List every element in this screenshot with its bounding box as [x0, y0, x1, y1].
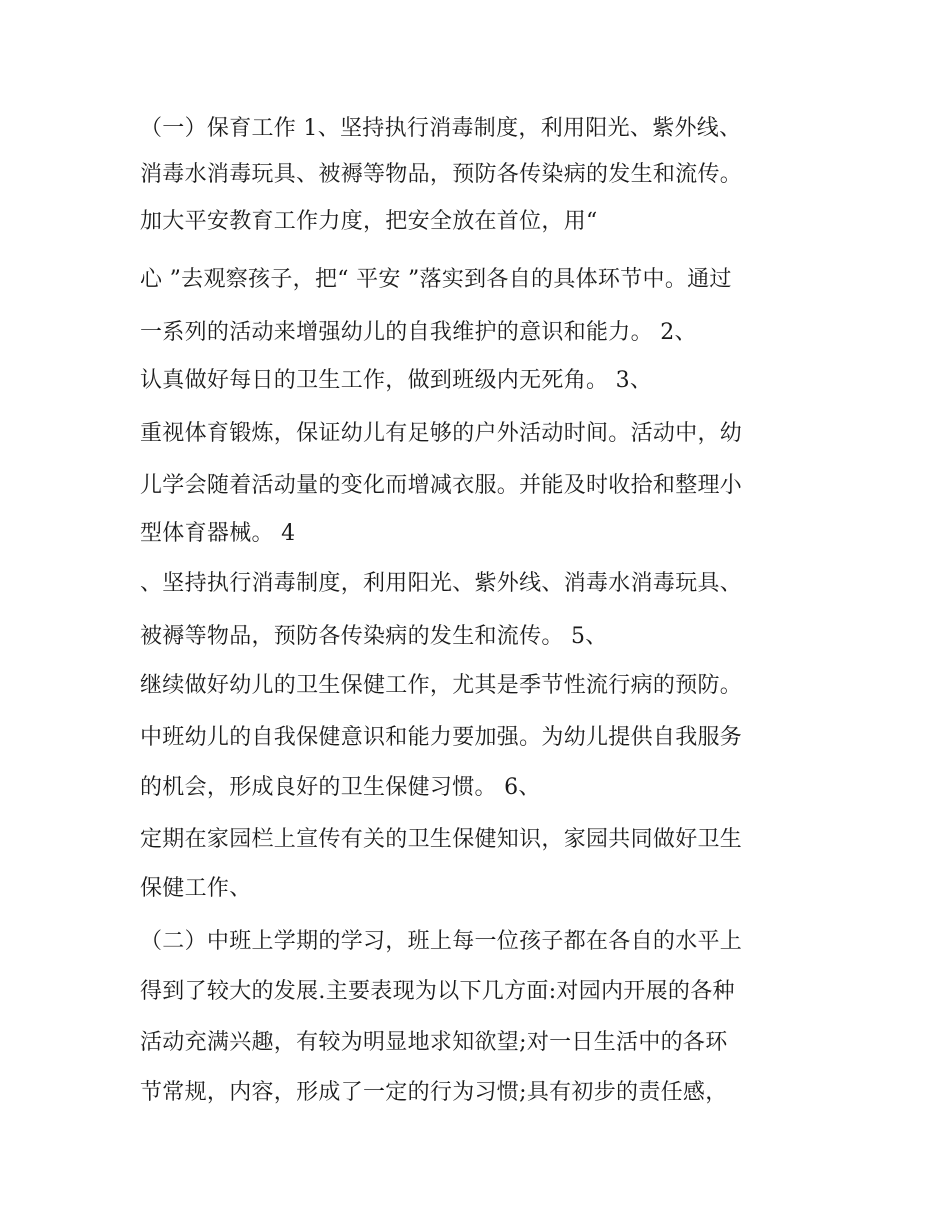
text-line: 认真做好每日的卫生工作，做到班级内无死角。 3、: [140, 368, 653, 393]
text-line: 消毒水消毒玩具、被褥等物品，预防各传染病的发生和流传。: [140, 162, 743, 187]
text-line: 继续做好幼儿的卫生保健工作，尤其是季节性流行病的预防。: [140, 673, 743, 698]
text-line: （一）保育工作 1、坚持执行消毒制度，利用阳光、紫外线、: [140, 116, 742, 141]
text-line: 保健工作、: [140, 876, 252, 901]
text-line: 活动充满兴趣，有较为明显地求知欲望;对一日生活中的各环: [140, 1030, 728, 1055]
text-line: 加大平安教育工作力度，把安全放在首位，用“: [140, 209, 598, 234]
text-line: 中班幼儿的自我保健意识和能力要加强。为幼儿提供自我服务: [140, 725, 743, 750]
text-line: 一系列的活动来增强幼儿的自我维护的意识和能力。 2、: [140, 320, 697, 345]
text-line: 得到了较大的发展.主要表现为以下几方面:对园内开展的各种: [140, 979, 735, 1004]
text-line: 儿学会随着活动量的变化而增减衣服。并能及时收拾和整理小: [140, 473, 743, 498]
text-line: 定期在家园栏上宣传有关的卫生保健知识，家园共同做好卫生: [140, 827, 743, 852]
text-line: 、坚持执行消毒制度，利用阳光、紫外线、消毒水消毒玩具、: [140, 571, 743, 596]
text-line: 的机会，形成良好的卫生保健习惯。 6、: [140, 775, 541, 800]
text-line: 节常规，内容，形成了一定的行为习惯;具有初步的责任感，: [140, 1080, 728, 1105]
text-line: （二）中班上学期的学习，班上每一位孩子都在各自的水平上: [140, 929, 743, 954]
text-line: 被褥等物品，预防各传染病的发生和流传。 5、: [140, 624, 608, 649]
text-line: 重视体育锻炼，保证幼儿有足够的户外活动时间。活动中，幼: [140, 421, 743, 446]
text-line: 心 ”去观察孩子，把“ 平安 ”落实到各自的具体环节中。通过: [140, 267, 732, 292]
text-line: 型体育器械。 4: [140, 521, 296, 546]
